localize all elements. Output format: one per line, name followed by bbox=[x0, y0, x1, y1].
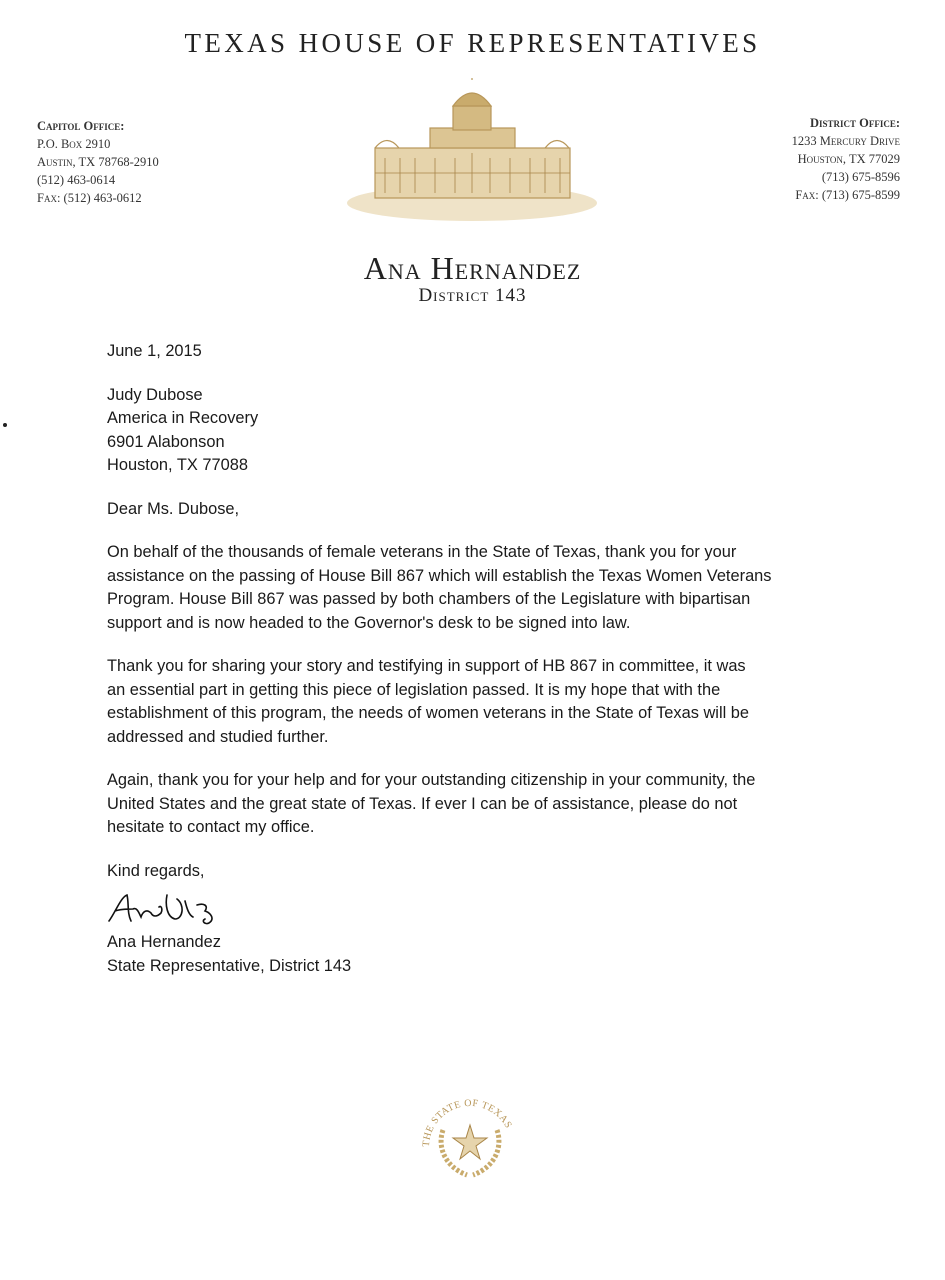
paragraph-line: an essential part in getting this piece of legislation passed. It is my hope that with the bbox=[107, 680, 721, 699]
capitol-office-line: Fax: (512) 463-0612 bbox=[37, 191, 142, 205]
handwritten-signature-icon bbox=[105, 883, 245, 933]
svg-text:THE STATE OF TEXAS: THE STATE OF TEXAS bbox=[420, 1097, 514, 1148]
representative-district: District 143 bbox=[418, 285, 527, 306]
scan-speck bbox=[3, 423, 7, 427]
paragraph-2 bbox=[107, 655, 847, 749]
recipient-line: 6901 Alabonson bbox=[107, 432, 225, 451]
representative-name: Ana Hernandez bbox=[363, 250, 582, 286]
capitol-office-heading: Capitol Office: bbox=[37, 119, 125, 133]
recipient-line: Houston, TX 77088 bbox=[107, 456, 248, 474]
letter-body bbox=[107, 340, 847, 978]
paragraph-line: Thank you for sharing your story and testifying in support of HB 867 in committee, it was bbox=[107, 657, 746, 675]
signature bbox=[107, 883, 847, 931]
district-office-block bbox=[792, 114, 900, 204]
texas-state-seal-icon bbox=[415, 1085, 525, 1185]
paragraph-line: support and is now headed to the Governor's desk to be signed into law. bbox=[107, 613, 631, 632]
closing: Kind regards, bbox=[107, 861, 205, 880]
recipient-line: Judy Dubose bbox=[107, 385, 203, 404]
paragraph-line: United States and the great state of Texas. If ever I can be of assistance, please do not bbox=[107, 794, 738, 813]
paragraph-3 bbox=[107, 769, 847, 840]
paragraph-line: hesitate to contact my office. bbox=[107, 818, 315, 836]
district-office-line: Houston, TX 77029 bbox=[797, 152, 900, 166]
capitol-office-line: P.O. Box 2910 bbox=[37, 137, 111, 151]
letterhead-title: TEXAS HOUSE OF REPRESENTATIVES bbox=[184, 28, 761, 58]
paragraph-line: addressed and studied further. bbox=[107, 727, 329, 746]
district-office-line: (713) 675-8596 bbox=[821, 170, 900, 184]
paragraph-line: establishment of this program, the needs of women veterans in the State of Texas will be bbox=[107, 704, 750, 722]
capitol-building-icon bbox=[345, 78, 600, 223]
paragraph-1 bbox=[107, 541, 847, 635]
district-office-heading: District Office: bbox=[809, 116, 900, 130]
paragraph-line: Again, thank you for your help and for your outstanding citizenship in your community, the bbox=[107, 771, 756, 789]
letter-date: June 1, 2015 bbox=[107, 342, 202, 360]
capitol-office-line: Austin, TX 78768-2910 bbox=[37, 155, 159, 169]
signer-title: State Representative, District 143 bbox=[107, 956, 352, 975]
capitol-office-block bbox=[37, 117, 159, 207]
signer-name: Ana Hernandez bbox=[107, 933, 221, 951]
paragraph-line: Program. House Bill 867 was passed by both chambers of the Legislature with bipartisan bbox=[107, 590, 751, 608]
district-office-line: Fax: (713) 675-8599 bbox=[795, 188, 900, 202]
paragraph-line: On behalf of the thousands of female veterans in the State of Texas, thank you for your bbox=[107, 543, 737, 561]
paragraph-line: assistance on the passing of House Bill 867 which will establish the Texas Women Veterans bbox=[107, 566, 772, 585]
salutation: Dear Ms. Dubose, bbox=[107, 499, 240, 518]
capitol-office-line: (512) 463-0614 bbox=[37, 173, 116, 187]
district-office-line: 1233 Mercury Drive bbox=[791, 134, 900, 148]
recipient-line: America in Recovery bbox=[107, 409, 259, 427]
